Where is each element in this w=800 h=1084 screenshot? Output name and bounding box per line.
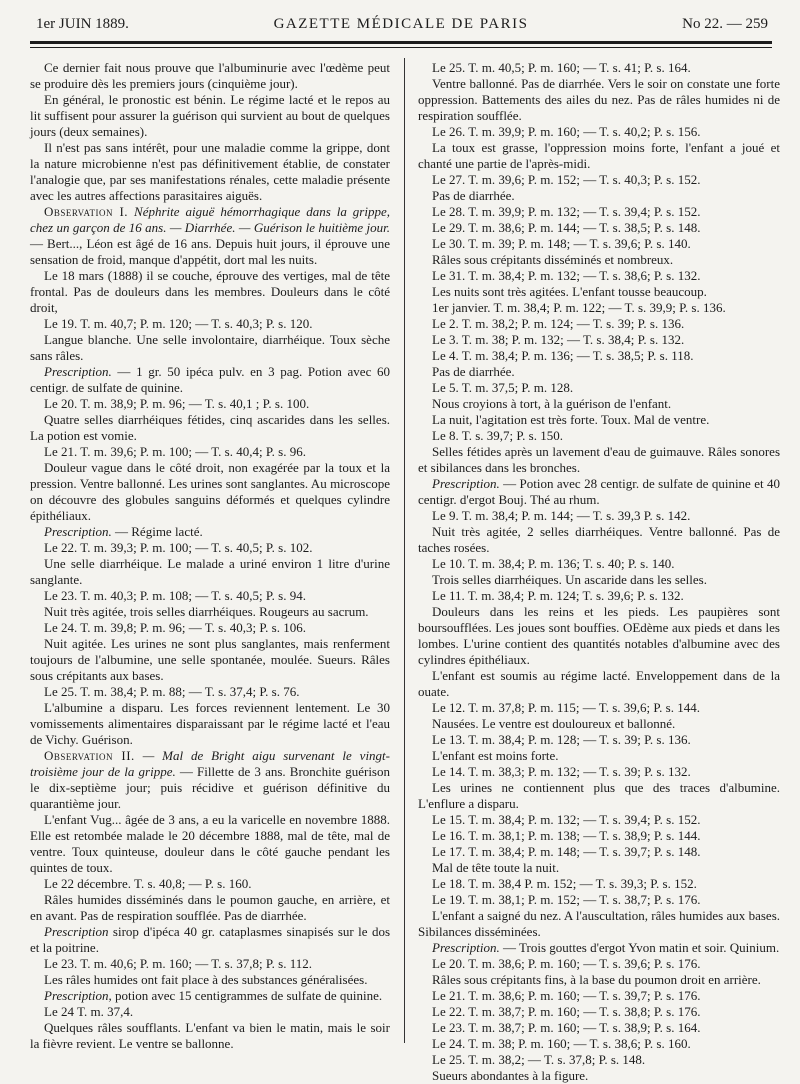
left-col-paragraph <box>30 1004 390 1020</box>
right-col-paragraph <box>418 892 780 908</box>
left-col-paragraph <box>30 204 390 268</box>
right-col-paragraph <box>418 780 780 812</box>
right-col-paragraph <box>418 604 780 668</box>
right-col-paragraph <box>418 700 780 716</box>
paragraph-text: Sueurs abondantes à la figure. <box>432 1068 589 1083</box>
right-col-paragraph <box>418 1068 780 1084</box>
left-col-paragraph <box>30 620 390 636</box>
paragraph-text: Le 29. T. m. 38,6; P. m. 144; — T. s. 38,5; P. s. 148. <box>432 220 701 235</box>
paragraph-text: Le 23. T. m. 38,7; P. m. 160; — T. s. 38,9; P. s. 164. <box>432 1020 701 1035</box>
paragraph-text: — Bert..., Léon est âgé de 16 ans. Depuis huit jours, il éprouve une sensation de froid, manque d'appétit, dort mal les nuits. <box>30 236 390 267</box>
right-col-paragraph <box>418 396 780 412</box>
left-col-paragraph <box>30 540 390 556</box>
right-col-paragraph <box>418 236 780 252</box>
paragraph-text: Nous croyions à tort, à la guérison de l'enfant. <box>432 396 672 411</box>
paragraph-text: sirop d'ipéca 40 gr. cataplasmes sinapisés sur le dos et la poitrine. <box>30 924 390 955</box>
page-header <box>30 14 772 38</box>
right-col-paragraph <box>418 860 780 876</box>
paragraph-text: Le 31. T. m. 38,4; P. m. 132; — T. s. 38,6; P. s. 132. <box>432 268 701 283</box>
paragraph-text: Quatre selles diarrhéiques fétides, cinq ascarides dans les selles. La potion est vomie. <box>30 412 390 443</box>
observation-label: Observation II. <box>44 748 135 763</box>
paragraph-text: Une selle diarrhéique. Le malade a uriné environ 1 litre d'urine sanglante. <box>30 556 390 587</box>
right-col-paragraph <box>418 140 780 172</box>
paragraph-text: Les râles humides ont fait place à des substances généralisées. <box>44 972 368 987</box>
observation-title: Néphrite aiguë hémorrhagique dans la grippe, chez un garçon de 16 ans. — Diarrhée. — Guérison le huitième jour. <box>30 204 391 235</box>
paragraph-text: — 1 gr. 50 ipéca pulv. en 3 pag. Potion avec 60 centigr. de sulfate de quinine. <box>30 364 390 395</box>
paragraph-text: Le 24. T. m. 38; P. m. 160; — T. s. 38,6; P. s. 160. <box>432 1036 691 1051</box>
right-column <box>418 60 780 1084</box>
right-col-paragraph <box>418 60 780 76</box>
right-col-paragraph <box>418 220 780 236</box>
paragraph-text: Le 14. T. m. 38,3; P. m. 132; — T. s. 39; P. s. 132. <box>432 764 691 779</box>
paragraph-text: Ce dernier fait nous prouve que l'albuminurie avec l'œdème peut se produire dès les premiers jours (cinquième jour). <box>30 60 390 91</box>
left-col-paragraph <box>30 636 390 684</box>
left-col-paragraph <box>30 332 390 364</box>
right-col-paragraph <box>418 300 780 316</box>
paragraph-text: Le 2. T. m. 38,2; P. m. 124; — T. s. 39; P. s. 136. <box>432 316 685 331</box>
left-col-paragraph <box>30 812 390 876</box>
paragraph-text: Nuit très agitée, 2 selles diarrhéiques. Ventre ballonné. Pas de taches rosées. <box>418 524 780 555</box>
paragraph-text: Le 15. T. m. 38,4; P. m. 132; — T. s. 39,4; P. s. 152. <box>432 812 701 827</box>
left-col-paragraph <box>30 1020 390 1052</box>
paragraph-text: — Potion avec 28 centigr. de sulfate de quinine et 40 centigr. d'ergot Bouj. Thé au rhum. <box>418 476 780 507</box>
right-col-paragraph <box>418 876 780 892</box>
right-col-paragraph <box>418 1004 780 1020</box>
left-col-paragraph <box>30 684 390 700</box>
right-col-paragraph <box>418 828 780 844</box>
left-col-paragraph <box>30 972 390 988</box>
paragraph-text: En général, le pronostic est bénin. Le régime lacté et le repos au lit suffisent pour assurer la guérison qui survient au bout de quelques jours (deux semaines). <box>30 92 390 139</box>
right-col-paragraph <box>418 940 780 956</box>
paragraph-text: Le 22. T. m. 38,7; P. m. 160; — T. s. 38,8; P. s. 176. <box>432 1004 701 1019</box>
paragraph-text: Le 17. T. m. 38,4; P. m. 148; — T. s. 39,7; P. s. 148. <box>432 844 701 859</box>
observation-title: — Mal de Bright aigu survenant le vingt-troisième jour de la grippe. <box>30 748 390 779</box>
right-col-paragraph <box>418 204 780 220</box>
paragraph-text: Le 23. T. m. 40,6; P. m. 160; — T. s. 37,8; P. s. 112. <box>44 956 312 971</box>
paragraph-text: Le 27. T. m. 39,6; P. m. 152; — T. s. 40,3; P. s. 152. <box>432 172 701 187</box>
paragraph-text: Pas de diarrhée. <box>432 188 515 203</box>
right-col-paragraph <box>418 380 780 396</box>
right-col-paragraph <box>418 252 780 268</box>
right-col-paragraph <box>418 412 780 428</box>
journal-title: GAZETTE MÉDICALE DE PARIS <box>273 16 529 32</box>
left-col-paragraph <box>30 924 390 956</box>
paragraph-text: — Trois gouttes d'ergot Yvon matin et soir. Quinium. <box>499 940 780 955</box>
right-col-paragraph <box>418 556 780 572</box>
paragraph-text: Selles fétides après un lavement d'eau de guimauve. Râles sonores et sibilances dans les bronches. <box>418 444 780 475</box>
paragraph-text: Le 22. T. m. 39,3; P. m. 100; — T. s. 40,5; P. s. 102. <box>44 540 313 555</box>
left-col-paragraph <box>30 700 390 748</box>
paragraph-text: Le 24. T. m. 39,8; P. m. 96; — T. s. 40,3; P. s. 106. <box>44 620 306 635</box>
paragraph-text: Le 22 décembre. T. s. 40,8; — P. s. 160. <box>44 876 252 891</box>
left-col-paragraph <box>30 396 390 412</box>
paragraph-text: Il n'est pas sans intérêt, pour une maladie comme la grippe, dont la nature microbienne n'est pas définitivement établie, de constater l'analogie que, par ses manifestations rénales, cette maladie présente avec les autres affections parasitaires aiguës. <box>30 140 390 203</box>
right-col-paragraph <box>418 76 780 124</box>
left-column <box>30 60 390 1052</box>
paragraph-text: Le 25. T. m. 38,4; P. m. 88; — T. s. 37,4; P. s. 76. <box>44 684 300 699</box>
right-col-paragraph <box>418 476 780 508</box>
prescription-label: Prescription. <box>44 364 112 379</box>
paragraph-text: Douleur vague dans le côté droit, non exagérée par la toux et la pression. Ventre ballonné. Les urines sont sanglantes. Au microscope on découvre des globules sanguins déformés et quelques cylindre épithéliaux. <box>30 460 390 523</box>
paragraph-text: Le 4. T. m. 38,4; P. m. 136; — T. s. 38,5; P. s. 118. <box>432 348 694 363</box>
paragraph-text: Douleurs dans les reins et les pieds. Les paupières sont boursoufflées. Les joues sont bouffies. OEdème aux pieds et dans les lombes. L'urine contient des quantités notables d'albumine avec des cylindres épithéliaux. <box>418 604 780 667</box>
right-col-paragraph <box>418 844 780 860</box>
paragraph-text: Le 28. T. m. 39,9; P. m. 132; — T. s. 39,4; P. s. 152. <box>432 204 701 219</box>
right-col-paragraph <box>418 972 780 988</box>
left-col-paragraph <box>30 748 390 812</box>
paragraph-text: Le 25. T. m. 38,2; — T. s. 37,8; P. s. 148. <box>432 1052 646 1067</box>
left-col-paragraph <box>30 988 390 1004</box>
paragraph-text: Trois selles diarrhéiques. Un ascaride dans les selles. <box>432 572 707 587</box>
paragraph-text: Le 30. T. m. 39; P. m. 148; — T. s. 39,6; P. s. 140. <box>432 236 691 251</box>
right-col-paragraph <box>418 748 780 764</box>
paragraph-text: Le 19. T. m. 38,1; P. m. 152; — T. s. 38,7; P. s. 176. <box>432 892 701 907</box>
right-col-paragraph <box>418 364 780 380</box>
right-col-paragraph <box>418 348 780 364</box>
right-col-paragraph <box>418 716 780 732</box>
paragraph-text: Mal de tête toute la nuit. <box>432 860 560 875</box>
right-col-paragraph <box>418 508 780 524</box>
paragraph-text: Pas de diarrhée. <box>432 364 515 379</box>
right-col-paragraph <box>418 172 780 188</box>
paragraph-text: Le 19. T. m. 40,7; P. m. 120; — T. s. 40,3; P. s. 120. <box>44 316 313 331</box>
right-col-paragraph <box>418 764 780 780</box>
right-col-paragraph <box>418 188 780 204</box>
paragraph-text: Râles sous crépitants disséminés et nombreux. <box>432 252 674 267</box>
right-col-paragraph <box>418 812 780 828</box>
right-col-paragraph <box>418 316 780 332</box>
paragraph-text: L'albumine a disparu. Les forces reviennent lentement. Le 30 vomissements alimentaires disparaissant par le régime lacté et l'eau de Vichy. Guérison. <box>30 700 390 747</box>
paragraph-text: Nuit agitée. Les urines ne sont plus sanglantes, mais renferment toujours de l'albumine, une selle spontanée, moulée. Sueurs. Râles sous crépitants aux bases. <box>30 636 390 683</box>
paragraph-text: Le 21. T. m. 39,6; P. m. 100; — T. s. 40,4; P. s. 96. <box>44 444 306 459</box>
right-col-paragraph <box>418 1052 780 1068</box>
header-rule-thick <box>30 41 772 44</box>
paragraph-text: Le 26. T. m. 39,9; P. m. 160; — T. s. 40,2; P. s. 156. <box>432 124 701 139</box>
left-col-paragraph <box>30 444 390 460</box>
left-col-paragraph <box>30 892 390 924</box>
paragraph-text: Le 9. T. m. 38,4; P. m. 144; — T. s. 39,3 P. s. 142. <box>432 508 691 523</box>
right-col-paragraph <box>418 332 780 348</box>
paragraph-text: Le 13. T. m. 38,4; P. m. 128; — T. s. 39; P. s. 136. <box>432 732 691 747</box>
paragraph-text: Le 5. T. m. 37,5; P. m. 128. <box>432 380 574 395</box>
paragraph-text: Le 11. T. m. 38,4; P. m. 124; T. s. 39,6; P. s. 132. <box>432 588 684 603</box>
left-col-paragraph <box>30 140 390 204</box>
right-col-paragraph <box>418 284 780 300</box>
paragraph-text: Les nuits sont très agitées. L'enfant tousse beaucoup. <box>432 284 707 299</box>
left-col-paragraph <box>30 412 390 444</box>
paragraph-text: L'enfant est moins forte. <box>432 748 559 763</box>
left-col-paragraph <box>30 316 390 332</box>
left-col-paragraph <box>30 268 390 316</box>
right-col-paragraph <box>418 268 780 284</box>
right-col-paragraph <box>418 1036 780 1052</box>
paragraph-text: Le 18 mars (1888) il se couche, éprouve des vertiges, mal de tête frontal. Pas de douleurs dans les membres. Douleurs dans le côté droit, <box>30 268 390 315</box>
paragraph-text: Râles humides disséminés dans le poumon gauche, en arrière, et en avant. Pas de respiration soufflée. Pas de diarrhée. <box>30 892 390 923</box>
paragraph-text: Le 12. T. m. 37,8; P. m. 115; — T. s. 39,6; P. s. 144. <box>432 700 700 715</box>
paragraph-text: L'enfant Vug... âgée de 3 ans, a eu la varicelle en novembre 1888. Elle est retombée malade le 20 décembre 1888, mal de tête, mal de ventre. Toux quinteuse, douleur dans le côté gauche pendant les quintes de toux. <box>30 812 390 875</box>
left-col-paragraph <box>30 956 390 972</box>
column-divider <box>404 58 405 1043</box>
paragraph-text: 1er janvier. T. m. 38,4; P. m. 122; — T. s. 39,9; P. s. 136. <box>432 300 726 315</box>
issue-date: 1er JUIN 1889. <box>36 16 129 32</box>
left-col-paragraph <box>30 92 390 140</box>
paragraph-text: Le 24 T. m. 37,4. <box>44 1004 134 1019</box>
left-col-paragraph <box>30 364 390 396</box>
right-col-paragraph <box>418 572 780 588</box>
left-col-paragraph <box>30 524 390 540</box>
paragraph-text: Le 18. T. m. 38,4 P. m. 152; — T. s. 39,3; P. s. 152. <box>432 876 697 891</box>
left-col-paragraph <box>30 556 390 588</box>
right-col-paragraph <box>418 524 780 556</box>
left-col-paragraph <box>30 876 390 892</box>
right-col-paragraph <box>418 908 780 940</box>
paragraph-text: Le 20. T. m. 38,6; P. m. 160; — T. s. 39,6; P. s. 176. <box>432 956 701 971</box>
prescription-label: Prescription <box>44 924 109 939</box>
prescription-label: Prescription. <box>432 940 500 955</box>
paragraph-text: — Fillette de 3 ans. Bronchite guérison le dix-septième jour; puis récidive et guérison définitive du quarantième jour. <box>30 764 390 811</box>
paragraph-text: Le 10. T. m. 38,4; P. m. 136; T. s. 40; P. s. 140. <box>432 556 675 571</box>
right-col-paragraph <box>418 588 780 604</box>
paragraph-text: — Régime lacté. <box>111 524 203 539</box>
right-col-paragraph <box>418 956 780 972</box>
paragraph-text: Ventre ballonné. Pas de diarrhée. Vers le soir on constate une forte oppression. Battements des ailes du nez. Pas de râles humides ni de respiration soufflée. <box>418 76 780 123</box>
paragraph-text: Nausées. Le ventre est douloureux et ballonné. <box>432 716 676 731</box>
paragraph-text: Le 16. T. m. 38,1; P. m. 138; — T. s. 38,9; P. s. 144. <box>432 828 701 843</box>
paragraph-text: Le 20. T. m. 38,9; P. m. 96; — T. s. 40,1 ; P. s. 100. <box>44 396 310 411</box>
paragraph-text: Le 25. T. m. 40,5; P. m. 160; — T. s. 41; P. s. 164. <box>432 60 691 75</box>
paragraph-text: potion avec 15 centigrammes de sulfate de quinine. <box>111 988 383 1003</box>
left-col-paragraph <box>30 60 390 92</box>
paragraph-text: La nuit, l'agitation est très forte. Toux. Mal de ventre. <box>432 412 710 427</box>
paragraph-text: L'enfant est soumis au régime lacté. Enveloppement dans de la ouate. <box>418 668 780 699</box>
paragraph-text: La toux est grasse, l'oppression moins forte, l'enfant a joué et chanté une partie de l'après-midi. <box>418 140 780 171</box>
left-col-paragraph <box>30 604 390 620</box>
paragraph-text: Langue blanche. Une selle involontaire, diarrhéique. Toux sèche sans râles. <box>30 332 390 363</box>
paragraph-text: Le 21. T. m. 38,6; P. m. 160; — T. s. 39,7; P. s. 176. <box>432 988 701 1003</box>
left-col-paragraph <box>30 460 390 524</box>
paragraph-text: Nuit très agitée, trois selles diarrhéiques. Rougeurs au sacrum. <box>44 604 369 619</box>
right-col-paragraph <box>418 732 780 748</box>
header-rule-thin <box>30 47 772 48</box>
right-col-paragraph <box>418 428 780 444</box>
right-col-paragraph <box>418 124 780 140</box>
observation-label: Observation I. <box>44 204 129 219</box>
paragraph-text: Le 3. T. m. 38; P. m. 132; — T. s. 38,4; P. s. 132. <box>432 332 685 347</box>
paragraph-text: L'enfant a saigné du nez. A l'auscultation, râles humides aux bases. Sibilances disséminées. <box>418 908 780 939</box>
paragraph-text: Le 23. T. m. 40,3; P. m. 108; — T. s. 40,5; P. s. 94. <box>44 588 306 603</box>
right-col-paragraph <box>418 988 780 1004</box>
prescription-label: Prescription. <box>44 524 112 539</box>
paragraph-text: Râles sous crépitants fins, à la base du poumon droit en arrière. <box>432 972 761 987</box>
paragraph-text: Le 8. T. s. 39,7; P. s. 150. <box>432 428 563 443</box>
prescription-label: Prescription, <box>44 988 112 1003</box>
left-col-paragraph <box>30 588 390 604</box>
right-col-paragraph <box>418 444 780 476</box>
issue-page-number: No 22. — 259 <box>682 16 768 32</box>
right-col-paragraph <box>418 668 780 700</box>
right-col-paragraph <box>418 1020 780 1036</box>
paragraph-text: Les urines ne contiennent plus que des traces d'albumine. L'enflure a disparu. <box>418 780 780 811</box>
paragraph-text: Quelques râles soufflants. L'enfant va bien le matin, mais le soir la fièvre revient. Le ventre se ballonne. <box>30 1020 390 1051</box>
prescription-label: Prescription. <box>432 476 500 491</box>
